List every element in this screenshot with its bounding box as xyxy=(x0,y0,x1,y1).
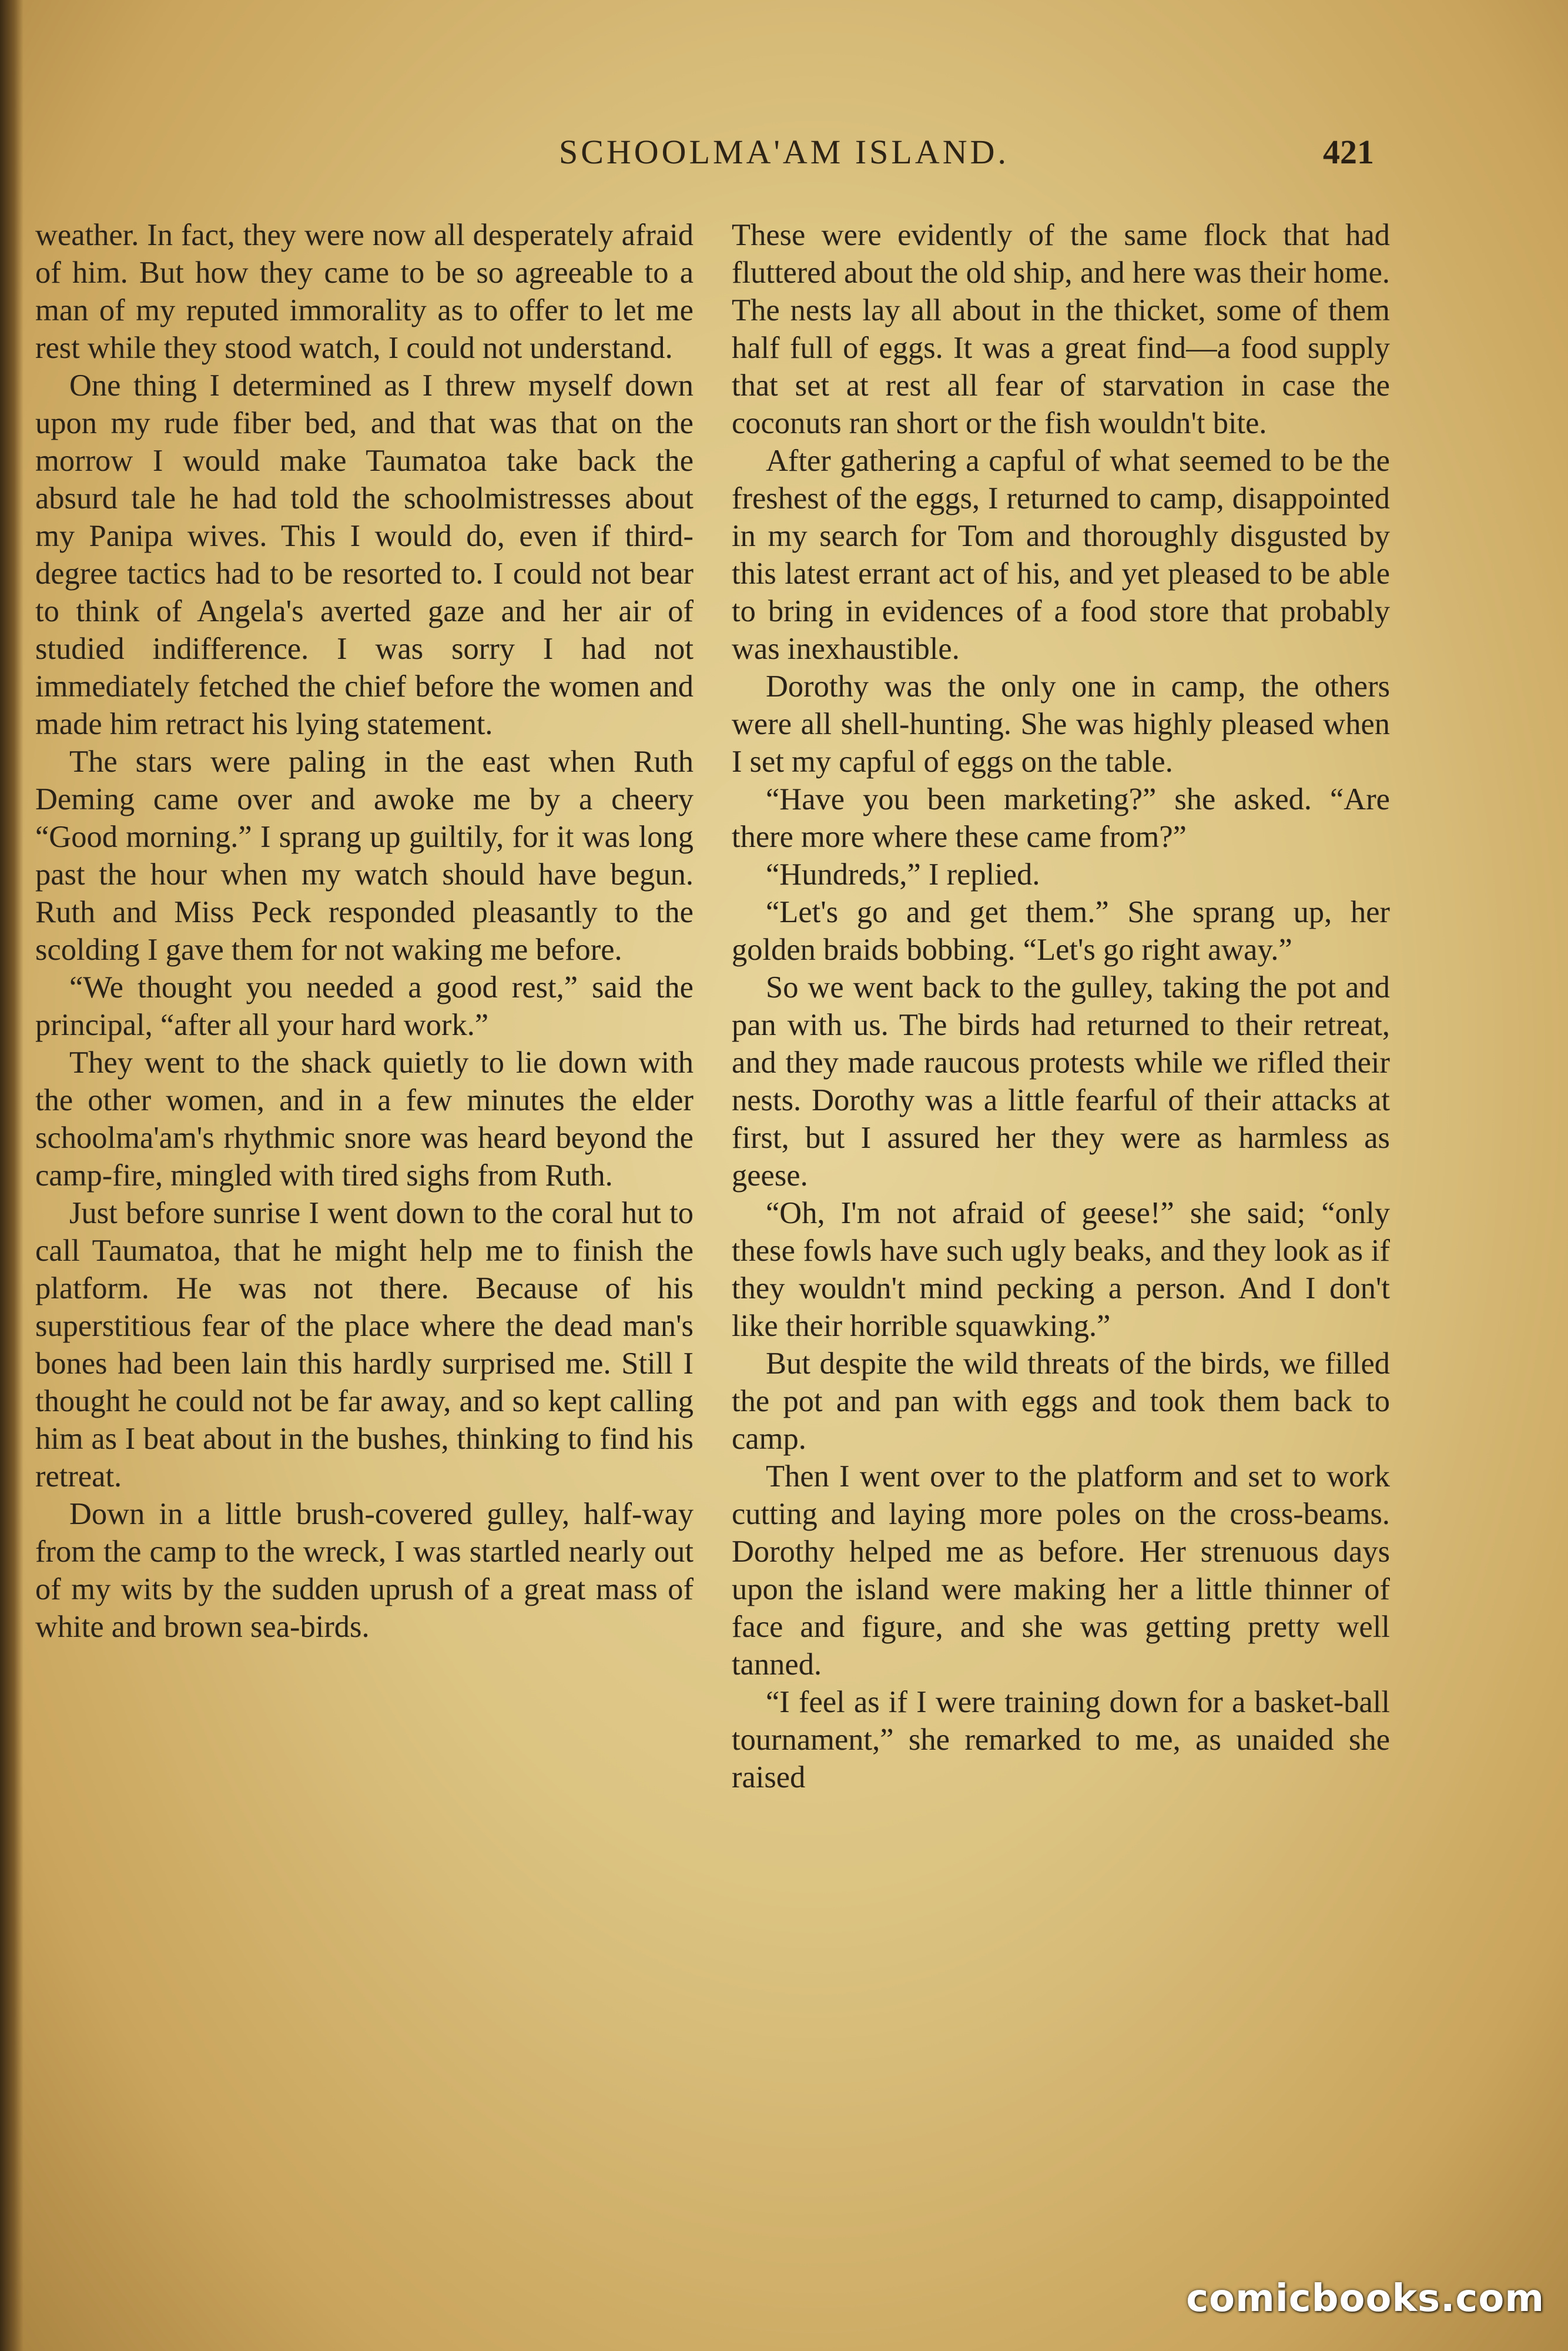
paragraph: “Have you been marketing?” she asked. “Are there more where these came from?” xyxy=(732,782,1390,854)
paragraph: weather. In fact, they were now all desperately afraid of him. But how they came to be so agreeable to a man of my reputed immorality as to offer to let me rest while they stood watch, I could not understand. xyxy=(35,218,693,365)
paragraph: They went to the shack quietly to lie down with the other women, and in a few minutes the elder schoolma'am's rhythmic snore was heard beyond the camp-fire, mingled with tired sighs from Ruth. xyxy=(35,1046,693,1193)
paragraph: “Hundreds,” I replied. xyxy=(766,858,1040,892)
paragraph: Dorothy was the only one in camp, the others were all shell-hunting. She was highly pleased when I set my capful of eggs on the table. xyxy=(732,669,1390,779)
page-number: 421 xyxy=(1323,133,1374,171)
right-text-column xyxy=(732,216,1390,1796)
paragraph: “Let's go and get them.” She sprang up, her golden braids bobbing. “Let's go right away.” xyxy=(732,895,1390,967)
paragraph: Down in a little brush-covered gulley, half-way from the camp to the wreck, I was startled nearly out of my wits by the sudden uprush of a great mass of white and brown sea-birds. xyxy=(35,1497,693,1644)
paragraph: One thing I determined as I threw myself down upon my rude fiber bed, and that was that on the morrow I would make Taumatoa take back the absurd tale he had told the schoolmistresses about my Panipa wives. This I would do, even if third-degree tactics had to be resorted to. I could not bear to think of Angela's averted gaze and her air of studied indifference. I was sorry I had not immediately fetched the chief before the women and made him retract his lying statement. xyxy=(35,369,693,741)
paragraph: “Oh, I'm not afraid of geese!” she said; “only these fowls have such ugly beaks, and they look as if they wouldn't mind pecking a person. And I don't like their horrible squawking.” xyxy=(732,1196,1390,1343)
left-text-column xyxy=(35,216,693,1646)
running-title: SCHOOLMA'AM ISLAND. xyxy=(558,133,1010,171)
paragraph: Just before sunrise I went down to the coral hut to call Taumatoa, that he might help me to finish the platform. He was not there. Because of his superstitious fear of the place where the dead man's bones had been lain this hardly surprised me. Still I thought he could not be far away, and so kept calling him as I beat about in the bushes, thinking to find his retreat. xyxy=(35,1196,693,1493)
paragraph: “I feel as if I were training down for a basket-ball tournament,” she remarked to me, as unaided she raised xyxy=(732,1685,1390,1794)
paragraph: But despite the wild threats of the birds, we filled the pot and pan with eggs and took them back to camp. xyxy=(732,1347,1390,1456)
page-binding-edge xyxy=(0,0,24,2351)
source-watermark: comicbooks.com xyxy=(1186,2277,1544,2320)
paragraph: The stars were paling in the east when Ruth Deming came over and awoke me by a cheery “Good morning.” I sprang up guiltily, for it was long past the hour when my watch should have begun. Ruth and Miss Peck responded pleasantly to the scolding I gave them for not waking me before. xyxy=(35,745,693,967)
paragraph: After gathering a capful of what seemed to be the freshest of the eggs, I returned to camp, disappointed in my search for Tom and thoroughly disgusted by this latest errant act of his, and yet pleased to be able to bring in evidences of a food store that probably was inexhaustible. xyxy=(732,444,1390,666)
paragraph: These were evidently of the same flock that had fluttered about the old ship, and here was their home. The nests lay all about in the thicket, some of them half full of eggs. It was a great find—a food supply that set at rest all fear of starvation in case the coconuts ran short or the fish wouldn't bite. xyxy=(732,218,1390,440)
paragraph: Then I went over to the platform and set to work cutting and laying more poles on the cross-beams. Dorothy helped me as before. Her strenuous days upon the island were making her a little thinner of face and figure, and she was getting pretty well tanned. xyxy=(732,1459,1390,1682)
paragraph: “We thought you needed a good rest,” said the principal, “after all your hard work.” xyxy=(35,970,693,1042)
page-header xyxy=(0,132,1568,185)
paragraph: So we went back to the gulley, taking the pot and pan with us. The birds had returned to their retreat, and they made raucous protests while we rifled their nests. Dorothy was a little fearful of their attacks at first, but I assured her they were as harmless as geese. xyxy=(732,970,1390,1193)
